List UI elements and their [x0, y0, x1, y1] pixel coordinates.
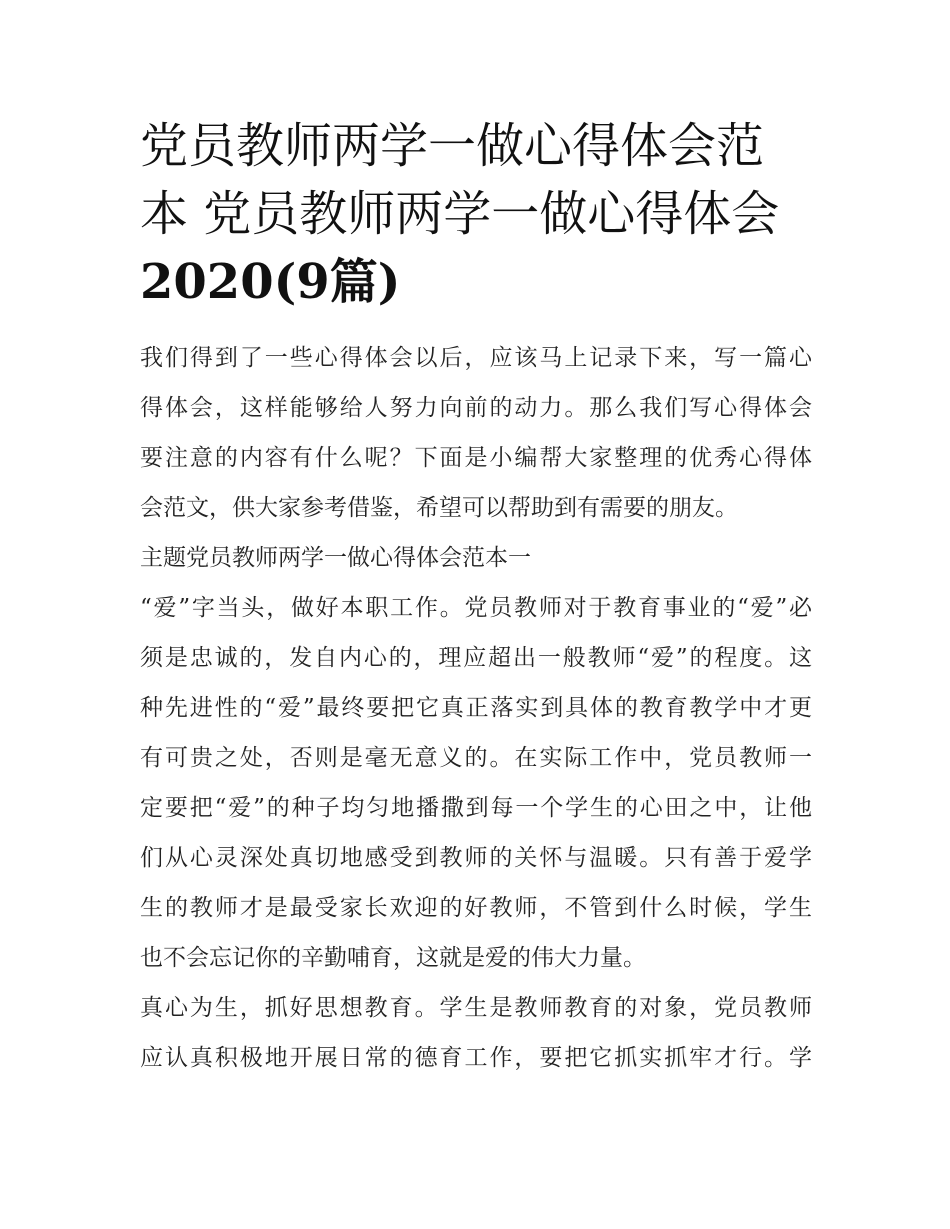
document-page	[140, 112, 812, 1083]
text-line: 真心为生，抓好思想教育。学生是教师教育的对象，党员教师	[140, 995, 812, 1021]
text-line: 主题党员教师两学一做心得体会范本一	[140, 545, 531, 571]
body-paragraph	[140, 583, 812, 983]
title-line: 本 党员教师两学一做心得体会	[140, 186, 780, 242]
text-line: 有可贵之处，否则是毫无意义的。在实际工作中，党员教师一	[140, 745, 812, 771]
text-line: 我们得到了一些心得体会以后，应该马上记录下来，写一篇心	[140, 345, 812, 371]
text-line: 要注意的内容有什么呢？下面是小编帮大家整理的优秀心得体	[140, 445, 812, 471]
text-line: 须是忠诚的，发自内心的，理应超出一般教师“爱”的程度。这	[140, 645, 812, 671]
text-line: 会范文，供大家参考借鉴，希望可以帮助到有需要的朋友。	[140, 495, 738, 521]
text-line: 定要把“爱”的种子均匀地播撒到每一个学生的心田之中，让他	[140, 795, 812, 821]
document-body	[140, 333, 812, 1083]
text-line: “爱”字当头，做好本职工作。党员教师对于教育事业的“爱”必	[140, 595, 812, 621]
text-line: 生的教师才是最受家长欢迎的好教师，不管到什么时候，学生	[140, 895, 812, 921]
text-line: 种先进性的“爱”最终要把它真正落实到具体的教育教学中才更	[140, 695, 812, 721]
section-heading	[140, 533, 812, 583]
document-title	[140, 112, 812, 316]
text-line: 应认真积极地开展日常的德育工作，要把它抓实抓牢才行。学	[140, 1045, 812, 1071]
body-paragraph	[140, 983, 812, 1083]
text-line: 也不会忘记你的辛勤哺育，这就是爱的伟大力量。	[140, 945, 646, 971]
text-line: 得体会，这样能够给人努力向前的动力。那么我们写心得体会	[140, 395, 812, 421]
text-line: 们从心灵深处真切地感受到教师的关怀与温暖。只有善于爱学	[140, 845, 812, 871]
title-line: 2020(9篇)	[140, 254, 401, 310]
title-line: 党员教师两学一做心得体会范	[140, 118, 765, 174]
intro-paragraph	[140, 333, 812, 533]
